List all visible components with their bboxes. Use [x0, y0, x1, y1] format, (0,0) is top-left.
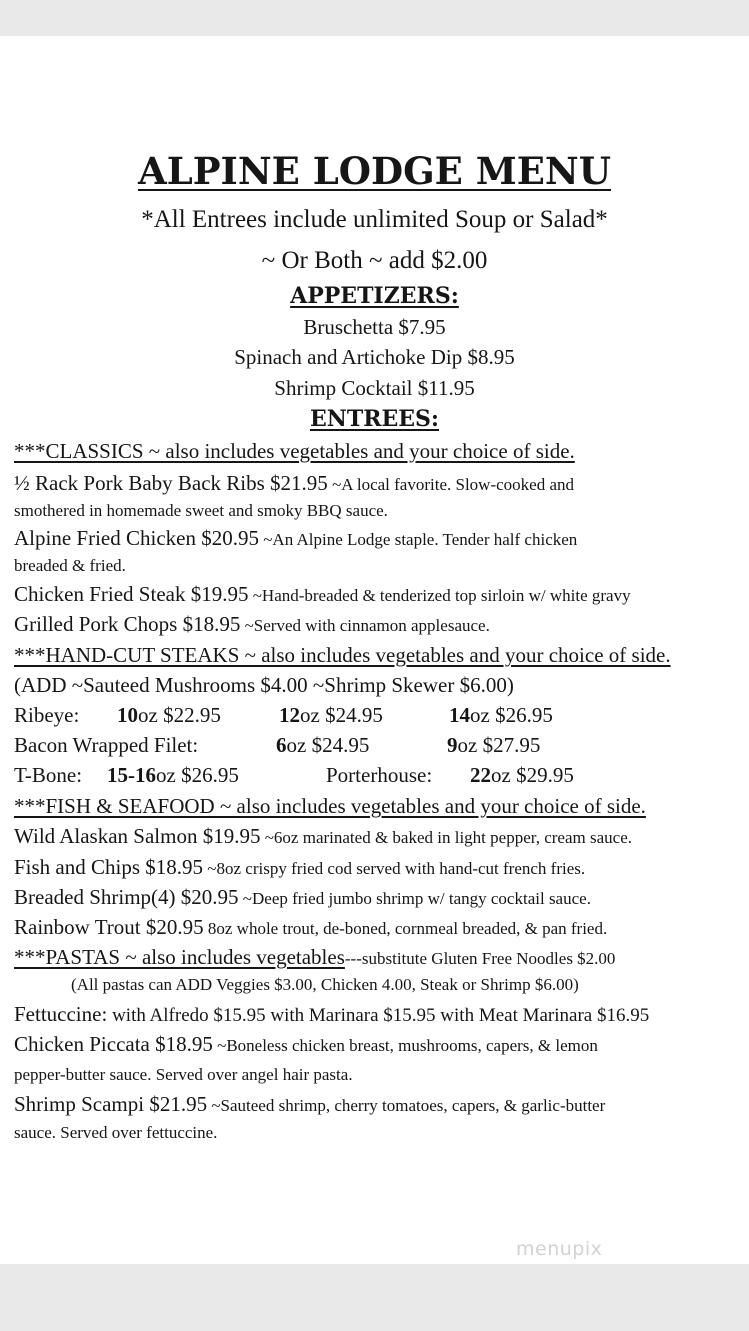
menu-item-chicken	[14, 528, 577, 549]
item-desc-cont: pepper-butter sauce. Served over angel hair pasta.	[14, 1065, 353, 1084]
item-desc: ~An Alpine Lodge staple. Tender half chicken	[258, 530, 578, 549]
menu-item-chops	[14, 614, 490, 635]
appetizer-item: Shrimp Cocktail $11.95	[274, 376, 475, 400]
steak-size: 12	[279, 703, 300, 727]
item-desc: 8oz whole trout, de-boned, cornmeal breaded, & pan fried.	[203, 919, 608, 938]
steak-row-filet	[14, 735, 749, 761]
intro-line-1: *All Entrees include unlimited Soup or Salad*	[141, 206, 608, 233]
menu-item-ribs	[14, 473, 574, 494]
pastas-heading	[14, 947, 615, 968]
item-desc: ~A local favorite. Slow-cooked and	[327, 475, 574, 494]
item-desc: ~Deep fried jumbo shrimp w/ tangy cocktail sauce.	[238, 889, 591, 908]
steak-size: 10	[117, 703, 138, 727]
item-name: Wild Alaskan Salmon $19.95	[14, 824, 261, 848]
steak-price: oz $29.95	[491, 763, 574, 787]
steak-label: Ribeye:	[14, 703, 80, 727]
steak-price: oz $24.95	[300, 703, 383, 727]
menu-item-scampi	[14, 1094, 605, 1115]
steak-size: 9	[447, 733, 458, 757]
item-desc: ~Served with cinnamon applesauce.	[240, 616, 490, 635]
appetizer-item: Bruschetta $7.95	[303, 315, 446, 339]
item-desc: ~8oz crispy fried cod served with hand-cut french fries.	[203, 859, 586, 878]
item-desc: ~6oz marinated & baked in light pepper, cream sauce.	[260, 828, 632, 847]
item-desc: ~Sauteed shrimp, cherry tomatoes, capers, & garlic-butter	[207, 1096, 606, 1115]
steak-price: oz $24.95	[286, 733, 370, 757]
steak-addons: (ADD ~Sauteed Mushrooms $4.00 ~Shrimp Skewer $6.00)	[14, 673, 514, 697]
steak-label: T-Bone:	[14, 763, 83, 787]
menu-item-fettuccine	[14, 1004, 649, 1025]
steak-price: oz $22.95	[138, 703, 221, 727]
item-desc-cont: breaded & fried.	[14, 556, 126, 575]
menu-item-shrimp	[14, 887, 591, 908]
item-name: Alpine Fried Chicken $20.95	[14, 526, 259, 550]
item-name: Grilled Pork Chops $18.95	[14, 612, 241, 636]
item-name: ½ Rack Pork Baby Back Ribs $21.95	[14, 471, 328, 495]
steak-label: Porterhouse:	[326, 763, 433, 787]
item-name: Chicken Piccata $18.95	[14, 1032, 213, 1056]
item-name: Fettuccine:	[14, 1002, 108, 1026]
steak-size: 15-16	[107, 763, 156, 787]
steak-price: oz $26.95	[470, 703, 553, 727]
seafood-heading: ***FISH & SEAFOOD ~ also includes vegetables and your choice of side.	[14, 794, 646, 818]
steak-price: oz $27.95	[457, 733, 541, 757]
pastas-heading-rest: ---substitute Gluten Free Noodles $2.00	[344, 949, 616, 968]
item-name: Rainbow Trout $20.95	[14, 915, 204, 939]
item-desc-cont: smothered in homemade sweet and smoky BBQ sauce.	[14, 501, 388, 520]
appetizer-item: Spinach and Artichoke Dip $8.95	[234, 345, 515, 369]
pastas-heading-main: ***PASTAS ~ also includes vegetables	[14, 945, 345, 969]
item-desc: ~Boneless chicken breast, mushrooms, capers, & lemon	[212, 1036, 598, 1055]
appetizers-heading: APPETIZERS:	[290, 283, 459, 309]
steaks-heading: ***HAND-CUT STEAKS ~ also includes vegetables and your choice of side.	[14, 643, 671, 667]
steak-size: 6	[276, 733, 287, 757]
steak-size: 22	[470, 763, 491, 787]
steak-size: 14	[449, 703, 470, 727]
item-desc-cont: sauce. Served over fettuccine.	[14, 1123, 218, 1142]
entrees-heading: ENTREES:	[309, 406, 440, 432]
item-name: Shrimp Scampi $21.95	[14, 1092, 208, 1116]
item-name: Fish and Chips $18.95	[14, 855, 204, 879]
steak-row-ribeye	[14, 705, 749, 731]
steak-label: Bacon Wrapped Filet:	[14, 733, 199, 757]
watermark-logo: menupix	[516, 1238, 603, 1260]
steak-price: oz $26.95	[156, 763, 239, 787]
item-desc: with Alfredo $15.95 with Marinara $15.95 with Meat Marinara $16.95	[107, 1005, 650, 1026]
menu-item-fish	[14, 857, 585, 878]
menu-item-salmon	[14, 826, 632, 847]
item-name: Chicken Fried Steak $19.95	[14, 582, 249, 606]
menu-item-steak	[14, 584, 631, 605]
intro-line-2: ~ Or Both ~ add $2.00	[261, 247, 488, 274]
classics-heading: ***CLASSICS ~ also includes vegetables and your choice of side.	[14, 439, 575, 463]
item-name: Breaded Shrimp(4) $20.95	[14, 885, 239, 909]
menu-item-piccata	[14, 1034, 598, 1055]
item-desc: ~Hand-breaded & tenderized top sirloin w/ white gravy	[248, 586, 631, 605]
pastas-note: (All pastas can ADD Veggies $3.00, Chicken 4.00, Steak or Shrimp $6.00)	[71, 975, 579, 994]
steak-row-tbone	[14, 765, 749, 791]
menu-title: ALPINE LODGE MENU	[137, 149, 611, 193]
menu-item-trout	[14, 917, 607, 938]
